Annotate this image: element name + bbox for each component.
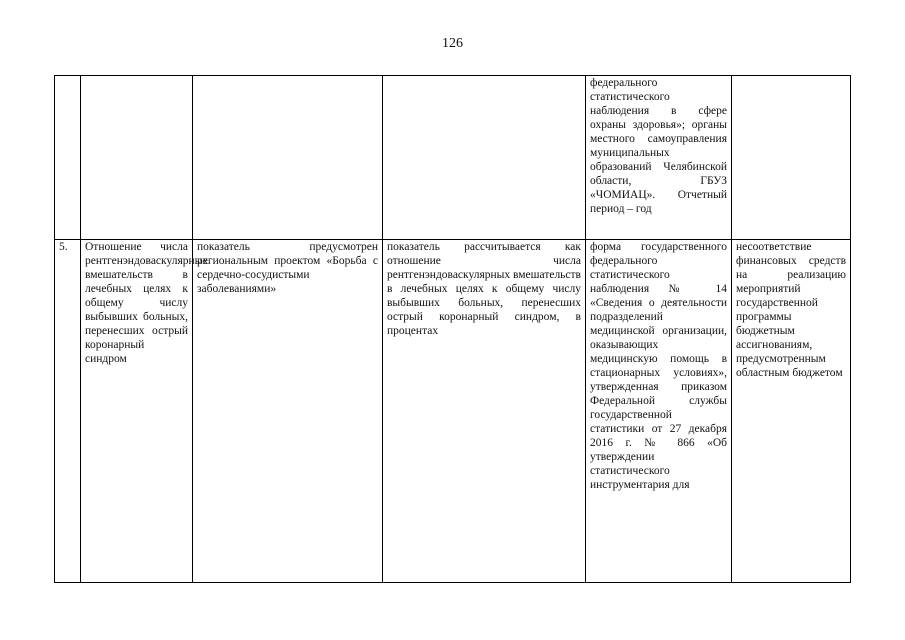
cell-indicator-name: Отношение числа рентгенэндоваскулярных вмешательств в лечебных целях к общему числу выбывших больных, перенесших острый коронарный синдром bbox=[81, 240, 193, 583]
indicators-table bbox=[54, 75, 851, 583]
cell-method: показатель рассчитывается как отношение числа рентгенэндоваскулярных вмешательств в лечебных целях к общему числу выбывших больных, перенесших острый коронарный синдром, в процентах bbox=[383, 240, 586, 583]
cell-method bbox=[383, 76, 586, 240]
cell-data-source: федерального статистического наблюдения в сфере охраны здоровья»; органы местного самоуправления муниципальных образований Челябинской области, ГБУЗ «ЧОМИАЦ». Отчетный период – год bbox=[586, 76, 732, 240]
cell-indicator-name bbox=[81, 76, 193, 240]
cell-basis: показатель предусмотрен региональным проектом «Борьба с сердечно-сосудистыми заболеваниями» bbox=[193, 240, 383, 583]
table-row bbox=[55, 76, 851, 240]
cell-risk: несоответствие финансовых средств на реализацию мероприятий государственной программы бюджетным ассигнованиям, предусмотренным областным бюджетом bbox=[732, 240, 851, 583]
cell-number: 5. bbox=[55, 240, 81, 583]
cell-risk bbox=[732, 76, 851, 240]
page-number: 126 bbox=[442, 36, 463, 51]
cell-data-source: форма государственного федерального статистического наблюдения № 14 «Сведения о деятельности подразделений медицинской организации, оказывающих медицинскую помощь в стационарных условиях», утвержденная приказом Федеральной службы государственной статистики от 27 декабря 2016 г. № 866 «Об утверждении статистического инструментария для bbox=[586, 240, 732, 583]
cell-basis bbox=[193, 76, 383, 240]
table-row bbox=[55, 240, 851, 583]
cell-number bbox=[55, 76, 81, 240]
